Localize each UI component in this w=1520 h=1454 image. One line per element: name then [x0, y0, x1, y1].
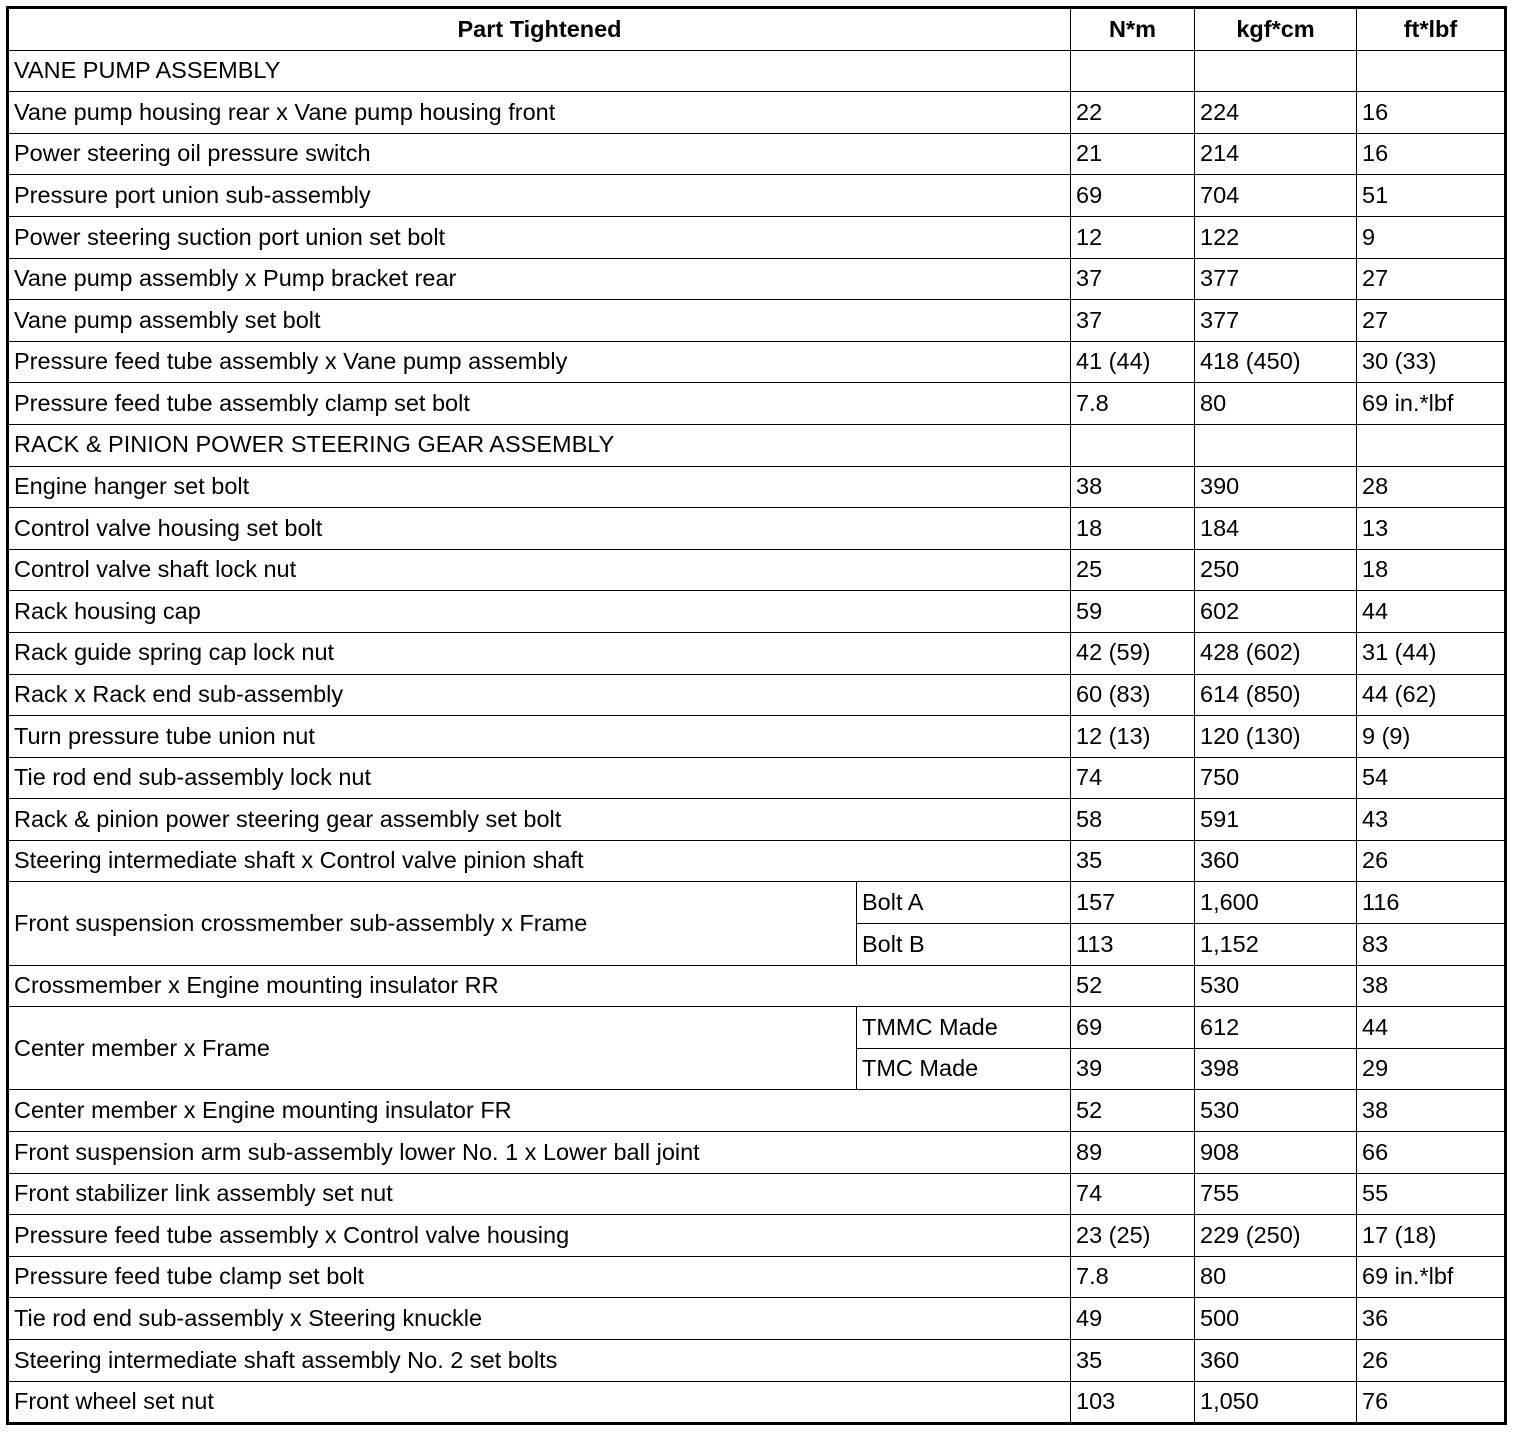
section-label: VANE PUMP ASSEMBLY	[8, 50, 1071, 92]
nm-cell: 37	[1071, 300, 1195, 342]
table-row	[8, 216, 1506, 258]
table-body	[8, 50, 1506, 1424]
nm-cell: 35	[1071, 840, 1195, 882]
empty-cell	[1357, 424, 1506, 466]
ftlbf-cell: 16	[1357, 133, 1506, 175]
table-row	[8, 1256, 1506, 1298]
header-nm: N*m	[1071, 8, 1195, 51]
part-name-cell: Turn pressure tube union nut	[8, 716, 1071, 758]
ftlbf-cell: 38	[1357, 965, 1506, 1007]
ftlbf-cell: 27	[1357, 258, 1506, 300]
nm-cell: 52	[1071, 965, 1195, 1007]
table-row	[8, 1298, 1506, 1340]
nm-cell: 69	[1071, 175, 1195, 217]
kgfcm-cell: 229 (250)	[1195, 1215, 1357, 1257]
ftlbf-cell: 31 (44)	[1357, 632, 1506, 674]
ftlbf-cell: 54	[1357, 757, 1506, 799]
ftlbf-cell: 26	[1357, 1340, 1506, 1382]
ftlbf-cell: 44 (62)	[1357, 674, 1506, 716]
header-ftlbf: ft*lbf	[1357, 8, 1506, 51]
kgfcm-cell: 1,152	[1195, 924, 1357, 966]
header-part-tightened: Part Tightened	[8, 8, 1071, 51]
nm-cell: 18	[1071, 508, 1195, 550]
ftlbf-cell: 83	[1357, 924, 1506, 966]
kgfcm-cell: 224	[1195, 92, 1357, 134]
ftlbf-cell: 9 (9)	[1357, 716, 1506, 758]
sub-label-cell: Bolt B	[857, 924, 1071, 966]
table-row	[8, 1381, 1506, 1424]
ftlbf-cell: 69 in.*lbf	[1357, 383, 1506, 425]
part-name-cell: Engine hanger set bolt	[8, 466, 1071, 508]
nm-cell: 89	[1071, 1132, 1195, 1174]
empty-cell	[1357, 50, 1506, 92]
table-row	[8, 1215, 1506, 1257]
kgfcm-cell: 184	[1195, 508, 1357, 550]
nm-cell: 58	[1071, 799, 1195, 841]
ftlbf-cell: 66	[1357, 1132, 1506, 1174]
ftlbf-cell: 38	[1357, 1090, 1506, 1132]
table-row	[8, 840, 1506, 882]
kgfcm-cell: 591	[1195, 799, 1357, 841]
nm-cell: 7.8	[1071, 1256, 1195, 1298]
ftlbf-cell: 17 (18)	[1357, 1215, 1506, 1257]
ftlbf-cell: 9	[1357, 216, 1506, 258]
part-name-cell: Center member x Engine mounting insulator FR	[8, 1090, 1071, 1132]
table-row	[8, 799, 1506, 841]
empty-cell	[1195, 50, 1357, 92]
empty-cell	[1071, 50, 1195, 92]
sub-label-cell: TMMC Made	[857, 1007, 1071, 1049]
kgfcm-cell: 530	[1195, 1090, 1357, 1132]
kgfcm-cell: 377	[1195, 258, 1357, 300]
part-name-cell: Front wheel set nut	[8, 1381, 1071, 1424]
kgfcm-cell: 214	[1195, 133, 1357, 175]
nm-cell: 69	[1071, 1007, 1195, 1049]
table-row	[8, 92, 1506, 134]
ftlbf-cell: 27	[1357, 300, 1506, 342]
section-label: RACK & PINION POWER STEERING GEAR ASSEMBLY	[8, 424, 1071, 466]
nm-cell: 74	[1071, 757, 1195, 799]
table-row	[8, 1173, 1506, 1215]
table-row	[8, 258, 1506, 300]
kgfcm-cell: 602	[1195, 591, 1357, 633]
ftlbf-cell: 16	[1357, 92, 1506, 134]
nm-cell: 38	[1071, 466, 1195, 508]
table-row	[8, 1132, 1506, 1174]
table-row	[8, 1090, 1506, 1132]
part-name-cell: Rack x Rack end sub-assembly	[8, 674, 1071, 716]
nm-cell: 74	[1071, 1173, 1195, 1215]
kgfcm-cell: 908	[1195, 1132, 1357, 1174]
part-name-cell: Pressure feed tube assembly x Vane pump assembly	[8, 341, 1071, 383]
table-row	[8, 133, 1506, 175]
nm-cell: 25	[1071, 549, 1195, 591]
nm-cell: 103	[1071, 1381, 1195, 1424]
ftlbf-cell: 18	[1357, 549, 1506, 591]
ftlbf-cell: 116	[1357, 882, 1506, 924]
part-name-cell: Pressure feed tube assembly clamp set bolt	[8, 383, 1071, 425]
part-name-cell: Front stabilizer link assembly set nut	[8, 1173, 1071, 1215]
part-name-cell: Rack & pinion power steering gear assembly set bolt	[8, 799, 1071, 841]
ftlbf-cell: 26	[1357, 840, 1506, 882]
part-name-cell: Rack housing cap	[8, 591, 1071, 633]
table-row	[8, 549, 1506, 591]
nm-cell: 42 (59)	[1071, 632, 1195, 674]
part-name-cell: Steering intermediate shaft x Control valve pinion shaft	[8, 840, 1071, 882]
section-row	[8, 50, 1506, 92]
ftlbf-cell: 43	[1357, 799, 1506, 841]
kgfcm-cell: 428 (602)	[1195, 632, 1357, 674]
ftlbf-cell: 13	[1357, 508, 1506, 550]
table-row	[8, 882, 1506, 924]
part-name-cell: Vane pump assembly x Pump bracket rear	[8, 258, 1071, 300]
table-row	[8, 508, 1506, 550]
table-row	[8, 341, 1506, 383]
ftlbf-cell: 44	[1357, 591, 1506, 633]
ftlbf-cell: 76	[1357, 1381, 1506, 1424]
section-row	[8, 424, 1506, 466]
kgfcm-cell: 500	[1195, 1298, 1357, 1340]
ftlbf-cell: 69 in.*lbf	[1357, 1256, 1506, 1298]
nm-cell: 113	[1071, 924, 1195, 966]
kgfcm-cell: 360	[1195, 1340, 1357, 1382]
table-row	[8, 632, 1506, 674]
empty-cell	[1071, 424, 1195, 466]
part-name-cell: Tie rod end sub-assembly lock nut	[8, 757, 1071, 799]
table-row	[8, 591, 1506, 633]
kgfcm-cell: 612	[1195, 1007, 1357, 1049]
nm-cell: 35	[1071, 1340, 1195, 1382]
nm-cell: 49	[1071, 1298, 1195, 1340]
part-name-cell: Power steering oil pressure switch	[8, 133, 1071, 175]
part-name-cell: Vane pump assembly set bolt	[8, 300, 1071, 342]
kgfcm-cell: 250	[1195, 549, 1357, 591]
part-name-cell: Tie rod end sub-assembly x Steering knuckle	[8, 1298, 1071, 1340]
ftlbf-cell: 29	[1357, 1048, 1506, 1090]
kgfcm-cell: 398	[1195, 1048, 1357, 1090]
nm-cell: 60 (83)	[1071, 674, 1195, 716]
sub-label-cell: Bolt A	[857, 882, 1071, 924]
kgfcm-cell: 80	[1195, 383, 1357, 425]
kgfcm-cell: 80	[1195, 1256, 1357, 1298]
nm-cell: 7.8	[1071, 383, 1195, 425]
part-name-cell: Center member x Frame	[8, 1007, 857, 1090]
part-name-cell: Rack guide spring cap lock nut	[8, 632, 1071, 674]
table-row	[8, 1007, 1506, 1049]
nm-cell: 41 (44)	[1071, 341, 1195, 383]
kgfcm-cell: 614 (850)	[1195, 674, 1357, 716]
kgfcm-cell: 120 (130)	[1195, 716, 1357, 758]
kgfcm-cell: 390	[1195, 466, 1357, 508]
kgfcm-cell: 704	[1195, 175, 1357, 217]
kgfcm-cell: 377	[1195, 300, 1357, 342]
nm-cell: 39	[1071, 1048, 1195, 1090]
part-name-cell: Front suspension arm sub-assembly lower No. 1 x Lower ball joint	[8, 1132, 1071, 1174]
part-name-cell: Pressure feed tube clamp set bolt	[8, 1256, 1071, 1298]
nm-cell: 52	[1071, 1090, 1195, 1132]
nm-cell: 12	[1071, 216, 1195, 258]
kgfcm-cell: 418 (450)	[1195, 341, 1357, 383]
kgfcm-cell: 755	[1195, 1173, 1357, 1215]
table-row	[8, 175, 1506, 217]
part-name-cell: Control valve shaft lock nut	[8, 549, 1071, 591]
torque-spec-table	[6, 6, 1507, 1425]
nm-cell: 21	[1071, 133, 1195, 175]
ftlbf-cell: 55	[1357, 1173, 1506, 1215]
part-name-cell: Steering intermediate shaft assembly No. 2 set bolts	[8, 1340, 1071, 1382]
kgfcm-cell: 1,600	[1195, 882, 1357, 924]
sub-label-cell: TMC Made	[857, 1048, 1071, 1090]
part-name-cell: Front suspension crossmember sub-assembly x Frame	[8, 882, 857, 965]
kgfcm-cell: 122	[1195, 216, 1357, 258]
table-row	[8, 757, 1506, 799]
header-kgfcm: kgf*cm	[1195, 8, 1357, 51]
ftlbf-cell: 36	[1357, 1298, 1506, 1340]
nm-cell: 59	[1071, 591, 1195, 633]
empty-cell	[1195, 424, 1357, 466]
table-row	[8, 383, 1506, 425]
table-row	[8, 1340, 1506, 1382]
header-row	[8, 8, 1506, 51]
nm-cell: 157	[1071, 882, 1195, 924]
part-name-cell: Power steering suction port union set bolt	[8, 216, 1071, 258]
table-row	[8, 716, 1506, 758]
part-name-cell: Control valve housing set bolt	[8, 508, 1071, 550]
ftlbf-cell: 44	[1357, 1007, 1506, 1049]
nm-cell: 12 (13)	[1071, 716, 1195, 758]
ftlbf-cell: 28	[1357, 466, 1506, 508]
table-row	[8, 466, 1506, 508]
table-row	[8, 300, 1506, 342]
kgfcm-cell: 360	[1195, 840, 1357, 882]
part-name-cell: Crossmember x Engine mounting insulator RR	[8, 965, 1071, 1007]
ftlbf-cell: 51	[1357, 175, 1506, 217]
kgfcm-cell: 750	[1195, 757, 1357, 799]
table-row	[8, 674, 1506, 716]
nm-cell: 22	[1071, 92, 1195, 134]
nm-cell: 37	[1071, 258, 1195, 300]
nm-cell: 23 (25)	[1071, 1215, 1195, 1257]
kgfcm-cell: 530	[1195, 965, 1357, 1007]
part-name-cell: Pressure port union sub-assembly	[8, 175, 1071, 217]
ftlbf-cell: 30 (33)	[1357, 341, 1506, 383]
part-name-cell: Pressure feed tube assembly x Control valve housing	[8, 1215, 1071, 1257]
part-name-cell: Vane pump housing rear x Vane pump housing front	[8, 92, 1071, 134]
kgfcm-cell: 1,050	[1195, 1381, 1357, 1424]
table-row	[8, 965, 1506, 1007]
